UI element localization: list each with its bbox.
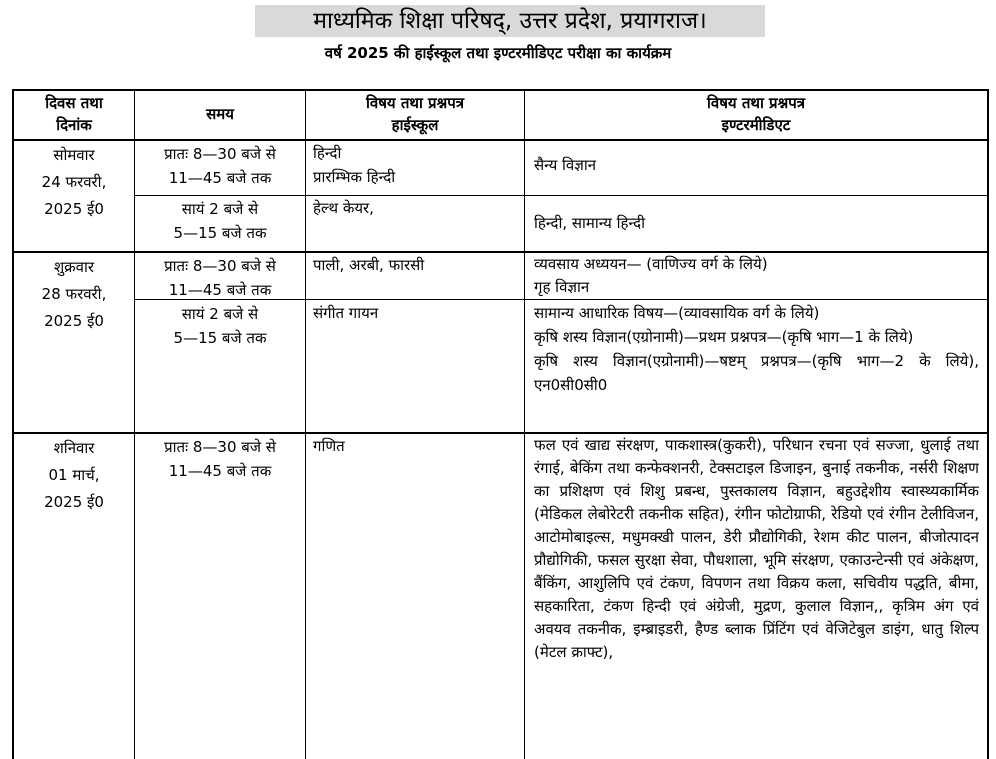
day3-shift1-intermediate — [534, 434, 979, 746]
day2-shift1-intermediate — [534, 253, 979, 299]
document-title: माध्यमिक शिक्षा परिषद्, उत्तर प्रदेश, प्रयागराज। — [255, 5, 765, 37]
day2-shift1-highschool — [313, 253, 518, 277]
day1-shift1-time-end: 11—45 बजे तक — [168, 169, 272, 187]
header-highschool — [306, 92, 524, 136]
day3-shift1-time-end: 11—45 बजे तक — [168, 462, 272, 480]
day2-shift1-hs-line1: पाली, अरबी, फारसी — [313, 256, 425, 274]
schedule-table — [12, 89, 989, 759]
day2-shift2-inter-line1: सामान्य आधारिक विषय—(व्यावसायिक वर्ग के लिये) — [534, 304, 820, 322]
day3-year: 2025 ई0 — [44, 493, 104, 511]
day1-shift2-hs-line1: हेल्थ केयर, — [313, 199, 374, 217]
day1-shift1-time — [135, 142, 305, 190]
day1-shift2-time-start: सायं 2 बजे से — [181, 200, 259, 218]
day1-shift2-time — [135, 197, 305, 245]
day1-shift2-highschool — [313, 196, 518, 220]
day1-shift1-intermediate — [534, 153, 979, 177]
day2-shift2-highschool — [313, 301, 518, 325]
table-border-top — [12, 89, 989, 91]
day2-shift2-intermediate — [534, 301, 979, 397]
header-highschool-line2: हाईस्कूल — [391, 116, 439, 134]
document-subtitle: वर्ष 2025 की हाईस्कूल तथा इण्टरमीडिएट परीक्षा का कार्यक्रम — [324, 44, 672, 62]
day2-shift2-hs-line1: संगीत गायन — [313, 304, 379, 322]
day2-shift2-time — [135, 302, 305, 350]
header-time-label: समय — [206, 105, 234, 123]
day3-shift1-inter-subjects: फल एवं खाद्य संरक्षण, पाकशास्त्र(कुकरी), परिधान रचना एवं सज्जा, धुलाई तथा रंगाई, बेकिंग तथा कन्फेक्शनरी, टेक्सटाइल डिजाइन, बुनाई तकनीक, नर्सरी शिक्षण का प्रशिक्षण एवं शिशु प्रबन्ध, पुस्तकालय विज्ञान, बहुउद्देशीय स्वास्थ्यकार्मिक (मेडिकल लेबोरेटरी तकनीक सहित), रंगीन फोटोग्राफी, रेडियो एवं रंगीन टेलीविजन, आटोमोबाइल्स, मधुमक्खी पालन, डेरी प्रौद्योगिकी, रेशम कीट पालन, बीजोत्पादन प्रौद्योगिकी, फसल सुरक्षा सेवा, पौधशाला, भूमि संरक्षण, एकाउन्टेन्सी एवं अंकेक्षण, बैंकिंग, आशुलिपि एवं टंकण, विपणन तथा विक्रय कला, सचिवीय पद्धति, बीमा, सहकारिता, टंकण हिन्दी एवं अंग्रेजी, मुद्रण, कुलाल विज्ञान,, कृत्रिम अंग एवं अवयव तकनीक, इम्ब्राइडरी, हैण्ड ब्लाक प्रिंटिंग एवं वेजिटेबुल डाइंग, धातु शिल्प (मेटल क्राफ्ट), — [534, 436, 979, 661]
header-highschool-line1: विषय तथा प्रश्नपत्र — [366, 94, 464, 112]
header-intermediate — [525, 92, 987, 136]
column-divider-intermediate — [524, 89, 525, 759]
day1-date — [14, 142, 134, 223]
header-time — [135, 103, 305, 125]
day2-date — [14, 254, 134, 335]
day1-shift2-time-end: 5—15 बजे तक — [173, 224, 267, 242]
day2-shift2-time-end: 5—15 बजे तक — [173, 329, 267, 347]
table-border-right — [987, 89, 989, 759]
header-date — [14, 92, 134, 136]
day2-shift1-time — [135, 254, 305, 302]
day3-shift1-hs-line1: गणित — [313, 437, 345, 455]
day2-shift1-inter-line1: व्यवसाय अध्ययन— (वाणिज्य वर्ग के लिये) — [534, 255, 768, 273]
day2-shift2-inter-line2: कृषि शस्य विज्ञान(एग्रोनामी)—प्रथम प्रश्नपत्र—(कृषि भाग—1 के लिये) — [534, 328, 914, 346]
day1-shift1-hs-line1: हिन्दी — [313, 144, 342, 162]
day1-date-text: 24 फरवरी, — [41, 173, 107, 191]
day3-shift1-highschool — [313, 434, 518, 458]
day3-shift1-time-start: प्रातः 8—30 बजे से — [164, 438, 276, 456]
header-intermediate-line2: इण्टरमीडिएट — [721, 116, 791, 134]
day2-year: 2025 ई0 — [44, 312, 104, 330]
day1-shift1-highschool — [313, 141, 518, 189]
day2-shift1-time-end: 11—45 बजे तक — [168, 281, 272, 299]
day2-date-text: 28 फरवरी, — [41, 285, 107, 303]
day2-shift1-inter-line2: गृह विज्ञान — [534, 278, 590, 296]
day2-shift2-time-start: सायं 2 बजे से — [181, 305, 259, 323]
day1-shift1-inter-subject: सैन्य विज्ञान — [534, 156, 597, 174]
day1-weekday: सोमवार — [53, 146, 95, 164]
header-date-line2: दिनांक — [56, 116, 92, 134]
header-date-line1: दिवस तथा — [45, 94, 103, 112]
day1-shift2-inter-subject: हिन्दी, सामान्य हिन्दी — [534, 214, 645, 232]
header-intermediate-line1: विषय तथा प्रश्नपत्र — [707, 94, 805, 112]
day3-date-text: 01 मार्च, — [48, 466, 100, 484]
column-divider-highschool — [305, 89, 306, 759]
day2-weekday: शुक्रवार — [53, 258, 95, 276]
day1-year: 2025 ई0 — [44, 200, 104, 218]
day1-shift2-intermediate — [534, 211, 979, 235]
day1-shift1-time-start: प्रातः 8—30 बजे से — [164, 145, 276, 163]
row-divider-day1-shift — [134, 195, 989, 196]
day2-shift1-time-start: प्रातः 8—30 बजे से — [164, 257, 276, 275]
day2-shift2-inter-line3: कृषि शस्य विज्ञान(एग्रोनामी)—षष्टम् प्रश्नपत्र—(कृषि भाग—2 के लिये), एन0सी0सी0 — [534, 352, 979, 394]
day1-shift1-hs-line2: प्रारम्भिक हिन्दी — [313, 168, 396, 186]
day3-shift1-time — [135, 435, 305, 483]
day3-date — [14, 435, 134, 516]
day3-weekday: शनिवार — [53, 439, 95, 457]
